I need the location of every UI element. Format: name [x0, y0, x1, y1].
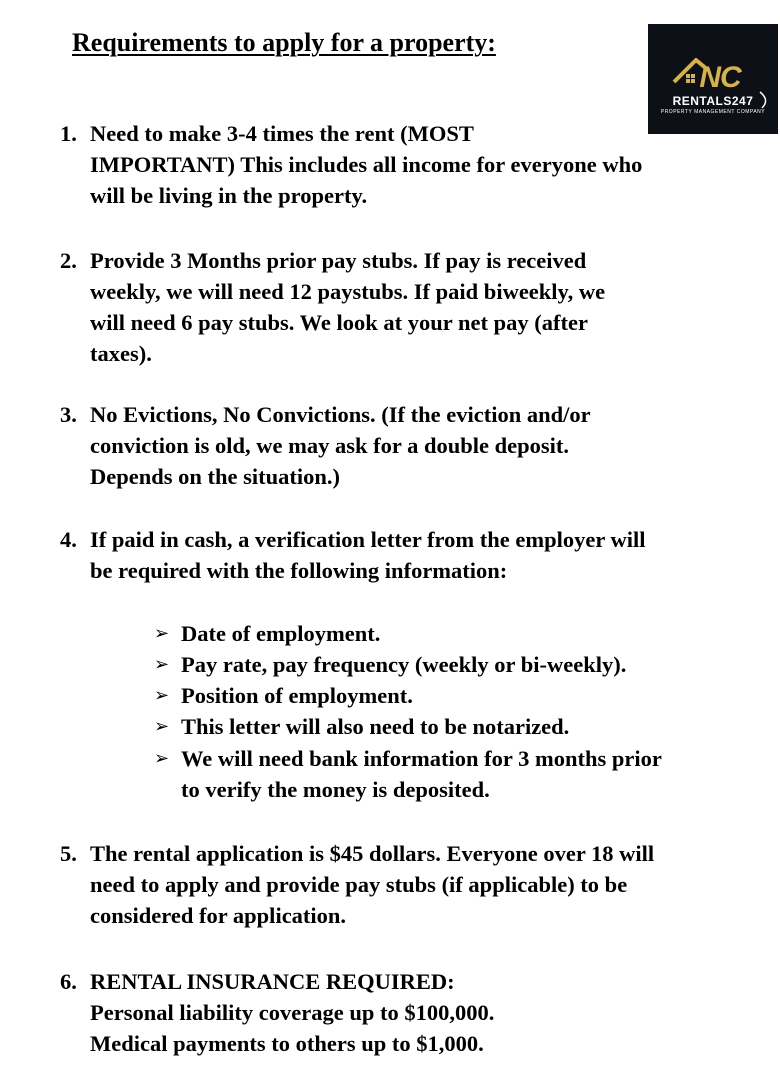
logo-tagline: PROPERTY MANAGEMENT COMPANY	[660, 109, 766, 115]
item-number: 6.	[60, 969, 77, 994]
item-line: Provide 3 Months prior pay stubs. If pay is received	[90, 248, 587, 273]
item-number: 2.	[60, 248, 77, 273]
item-number: 1.	[60, 121, 77, 146]
item-line: considered for application.	[90, 903, 347, 928]
item-line: taxes).	[90, 341, 152, 366]
item-line: weekly, we will need 12 paystubs. If paid biweekly, we	[90, 279, 606, 304]
bullet-line: Pay rate, pay frequency (weekly or bi-weekly).	[181, 652, 627, 677]
bullet-item	[154, 711, 569, 742]
logo-rentals-text: RENTALS247	[672, 94, 754, 108]
item-line: will be living in the property.	[90, 183, 368, 208]
page-title: Requirements to apply for a property:	[72, 28, 496, 57]
bullet-item	[154, 743, 662, 805]
bullet-item	[154, 618, 380, 649]
arrow-bullet-icon: ➢	[154, 716, 170, 737]
arrow-bullet-icon: ➢	[154, 685, 170, 706]
company-logo	[648, 24, 778, 134]
bullet-line: Position of employment.	[181, 683, 413, 708]
bullet-line: Date of employment.	[181, 621, 381, 646]
item-line: No Evictions, No Convictions. (If the eviction and/or	[90, 402, 591, 427]
arrow-bullet-icon: ➢	[154, 623, 170, 644]
item-number: 4.	[60, 527, 77, 552]
item-line: be required with the following information:	[90, 558, 508, 583]
bullet-line: We will need bank information for 3 months prior	[181, 746, 662, 771]
item-line: need to apply and provide pay stubs (if applicable) to be	[90, 872, 628, 897]
requirement-item-3	[60, 399, 591, 492]
item-line: will need 6 pay stubs. We look at your net pay (after	[90, 310, 588, 335]
requirement-item-5	[60, 838, 654, 931]
item-number: 3.	[60, 402, 77, 427]
item-line: Depends on the situation.)	[90, 464, 341, 489]
bullet-item	[154, 680, 413, 711]
bullet-line: to verify the money is deposited.	[181, 777, 490, 802]
requirement-item-6	[60, 966, 494, 1059]
item-line: conviction is old, we may ask for a double deposit.	[90, 433, 570, 458]
requirement-item-1	[60, 118, 642, 211]
requirement-item-2	[60, 245, 605, 369]
bullet-item	[154, 649, 626, 680]
item-line: Medical payments to others up to $1,000.	[90, 1031, 484, 1056]
bullet-line: This letter will also need to be notarized.	[181, 714, 570, 739]
item-line: Need to make 3-4 times the rent (MOST	[90, 121, 474, 146]
item-line: If paid in cash, a verification letter from the employer will	[90, 527, 646, 552]
requirement-item-4	[60, 524, 646, 586]
item-line: RENTAL INSURANCE REQUIRED:	[90, 969, 455, 994]
item-number: 5.	[60, 841, 77, 866]
logo-nc-text: NC	[699, 61, 741, 94]
arrow-bullet-icon: ➢	[154, 748, 170, 769]
arrow-bullet-icon: ➢	[154, 654, 170, 675]
item-line: The rental application is $45 dollars. Everyone over 18 will	[90, 841, 655, 866]
item-line: IMPORTANT) This includes all income for everyone who	[90, 152, 643, 177]
item-line: Personal liability coverage up to $100,000.	[90, 1000, 495, 1025]
